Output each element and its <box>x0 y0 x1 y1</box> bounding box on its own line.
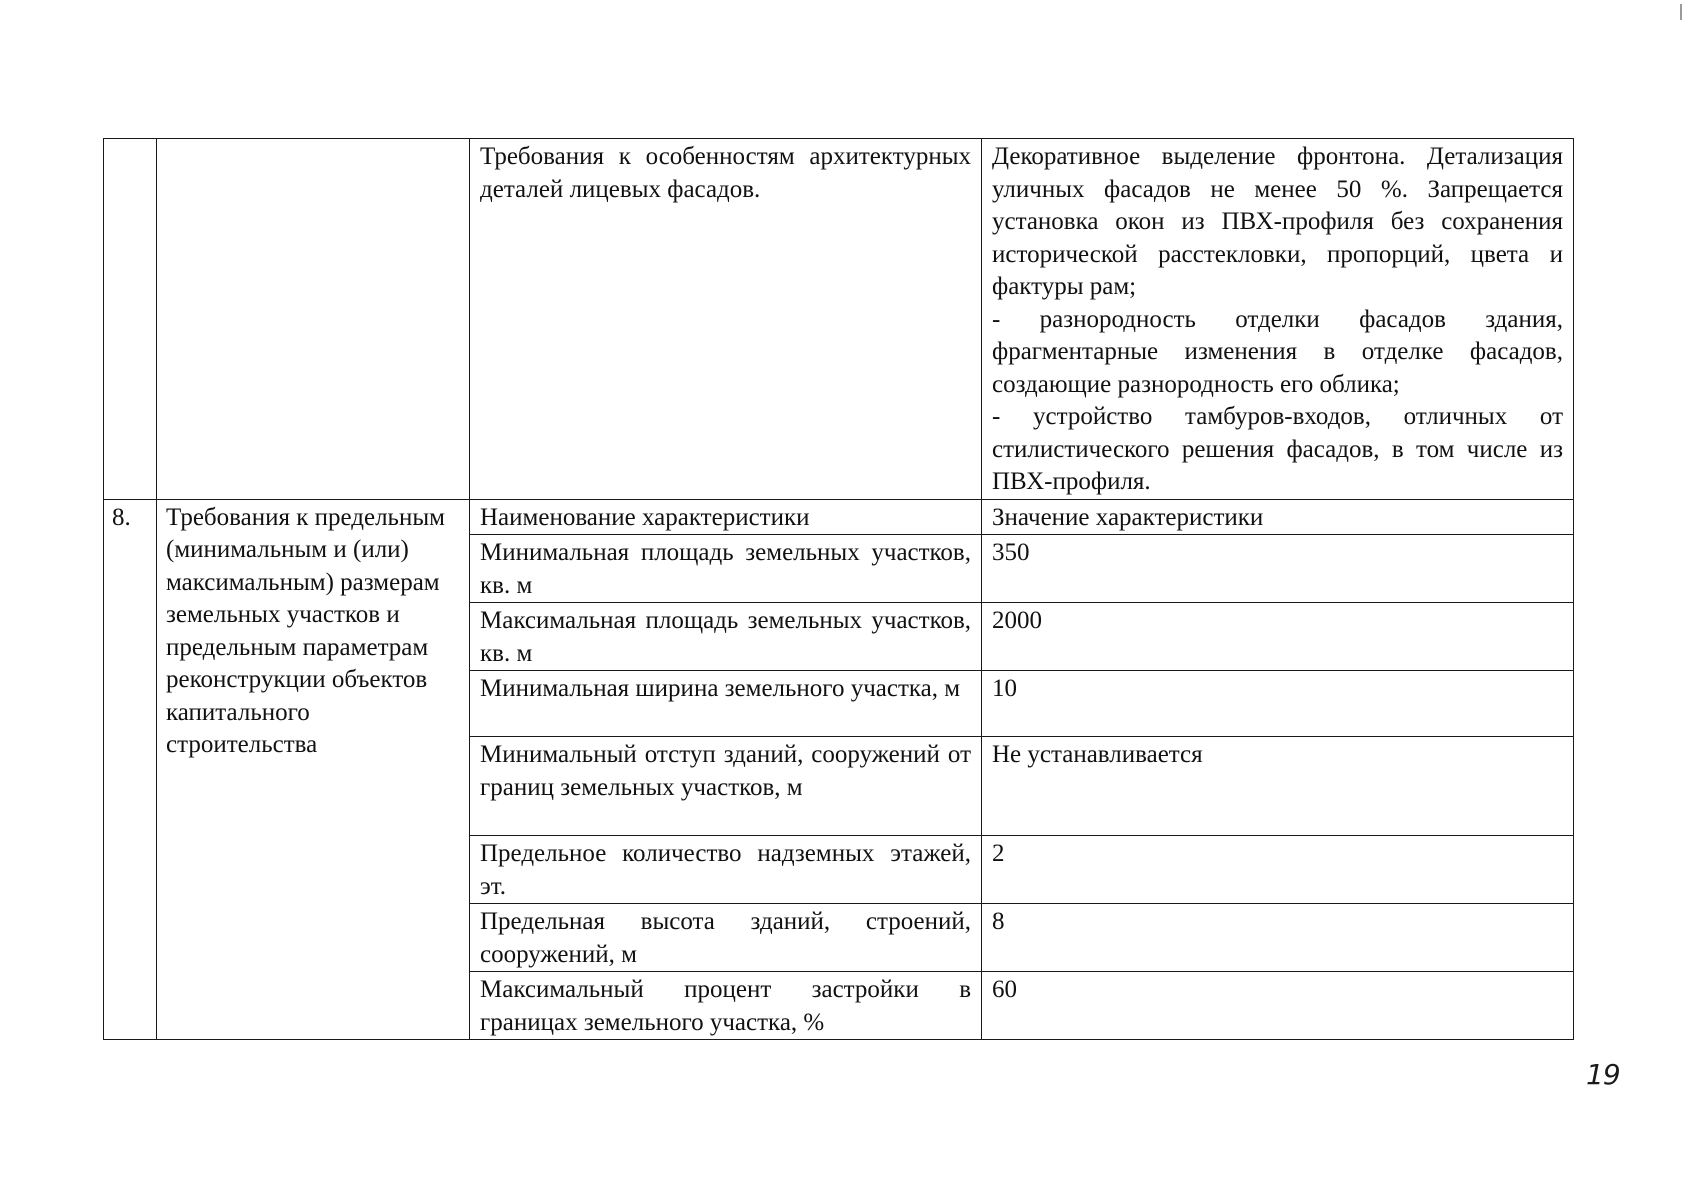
characteristic-cell: Предельное количество надземных этажей, эт. <box>470 836 982 904</box>
row-number-cell <box>104 139 157 500</box>
characteristic-cell: Минимальная площадь земельных участков, кв. м <box>470 535 982 603</box>
value-cell: 350 <box>982 535 1574 603</box>
value-cell <box>982 139 1574 500</box>
characteristic-cell: Предельная высота зданий, строений, сооружений, м <box>470 904 982 972</box>
table-row <box>104 499 1574 535</box>
page-number: 19 <box>1586 1058 1620 1091</box>
value-header: Значение характеристики <box>982 499 1574 535</box>
table-row <box>104 139 1574 500</box>
value-cell: 8 <box>982 904 1574 972</box>
value-paragraph: Декоративное выделение фронтона. Детализация уличных фасадов не менее 50 %. Запрещается установка окон из ПВХ-профиля без сохранения исторической расстекловки, пропорций, цвета и фактуры рам; <box>992 143 1563 300</box>
value-cell: 2 <box>982 836 1574 904</box>
value-paragraph: - разнородность отделки фасадов здания, фрагментарные изменения в отделке фасадов, создающие разнородность его облика; <box>992 305 1563 398</box>
row-title-cell <box>157 139 470 500</box>
characteristic-cell: Минимальная ширина земельного участка, м <box>470 671 982 737</box>
value-cell: 10 <box>982 671 1574 737</box>
value-cell: 2000 <box>982 603 1574 671</box>
characteristic-header: Наименование характеристики <box>470 499 982 535</box>
section-number-cell: 8. <box>104 499 157 1040</box>
requirements-table <box>103 138 1574 1040</box>
characteristic-cell: Минимальный отступ зданий, сооружений от границ земельных участков, м <box>470 737 982 836</box>
value-cell: 60 <box>982 972 1574 1040</box>
characteristic-cell: Требования к особенностям архитектурных деталей лицевых фасадов. <box>470 139 982 500</box>
characteristic-cell: Максимальный процент застройки в границах земельного участка, % <box>470 972 982 1040</box>
value-cell: Не устанавливается <box>982 737 1574 836</box>
section-title-cell: Требования к предельным (минимальным и (или) максимальным) размерам земельных участков и предельным параметрам реконструкции объектов капитального строительства <box>157 499 470 1040</box>
characteristic-cell: Максимальная площадь земельных участков, кв. м <box>470 603 982 671</box>
value-paragraph: - устройство тамбуров-входов, отличных от стилистического решения фасадов, в том числе из ПВХ-профиля. <box>992 403 1563 495</box>
scan-edge-mark <box>1680 4 1682 20</box>
